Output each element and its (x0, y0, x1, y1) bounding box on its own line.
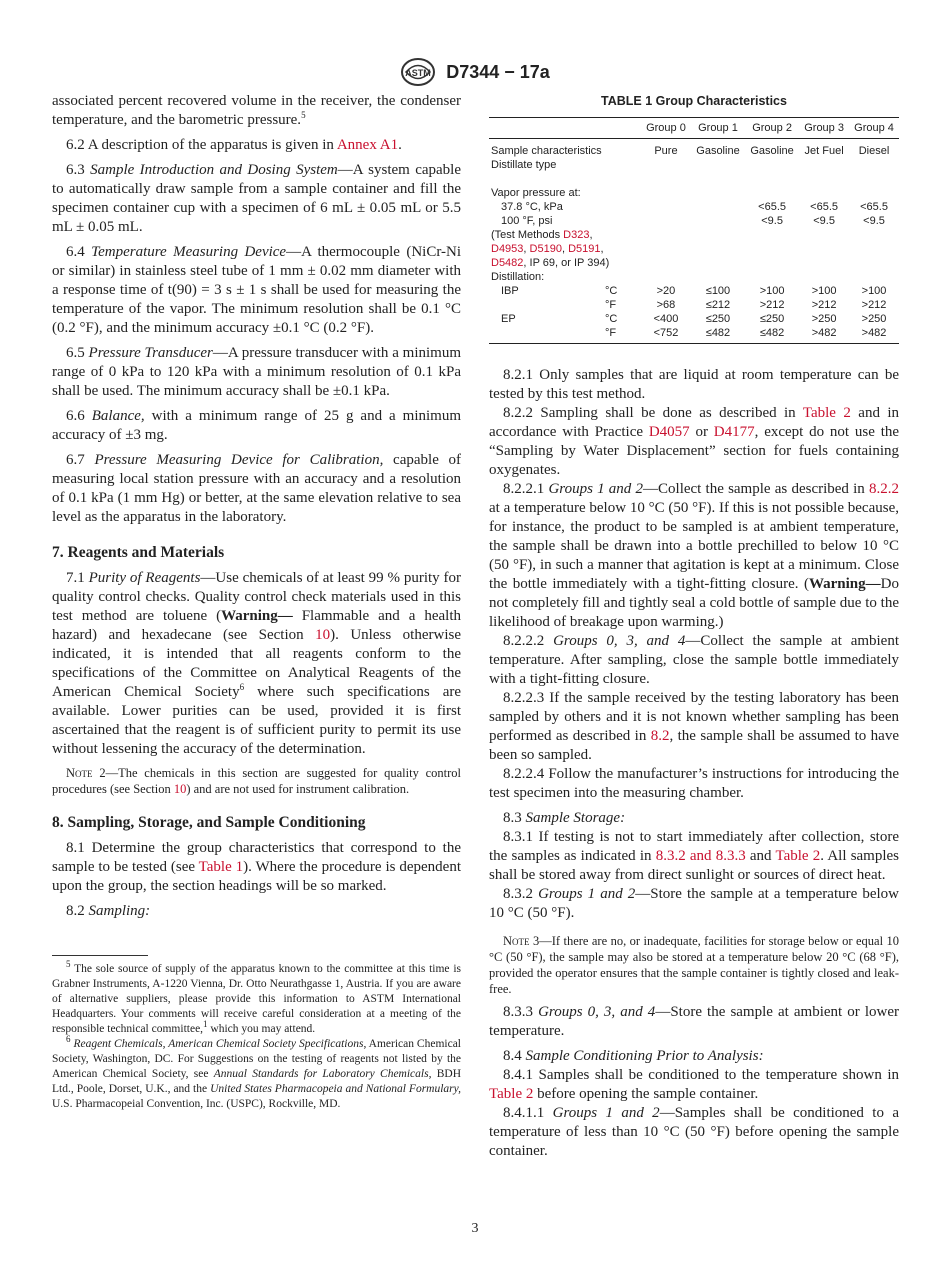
table-2-link-c[interactable]: Table 2 (489, 1086, 534, 1102)
d4177-link[interactable]: D4177 (713, 424, 755, 440)
section-8-2-2: 8.2.2 Sampling shall be done as described in Table 2 and in accordance with Practice D4057 or D4177, except do not use the “Sampling by Water Displacement” section for fuels containing oxygenates. (489, 405, 900, 478)
table-row-vp-psi: 100 °F, psi <9.5 <9.5 <9.5 (501, 215, 885, 227)
section-8-4: 8.4 Sample Conditioning Prior to Analysis: (503, 1048, 764, 1064)
section-8-3-3: 8.3.3 Groups 0, 3, and 4—Store the sample at ambient or lower temperature. (489, 1004, 899, 1039)
left-column (52, 92, 461, 1112)
table-1-link[interactable]: Table 1 (198, 859, 244, 875)
section-6-4: 6.4 Temperature Measuring Device—A thermocouple (NiCr-Ni or similar) in stainless steel tube of 1 mm ± 0.02 mm diameter with a response time of t(90) = 3 s ± 1 s shall be used for measuring the temperature of the vapor. The minimum resolution shall be 0.1 °C (0.2 °F), and the minimum accuracy ±0.1 °C (0.2 °F). (52, 244, 462, 336)
annex-a1-link[interactable]: Annex A1 (336, 137, 399, 153)
section-8-2-2-1: 8.2.2.1 Groups 1 and 2—Collect the sample as described in 8.2.2 at a temperature below 10 °C (50 °F). If this is not possible because, for instance, the product to be sampled is at ambient temperature, the sample shall be drawn into a bottle prechilled to below 10 °C (50 °F), in such a manner that agitation is kept at a minimum. Close the bottle immediately with a tight-fitting closure. (Warning—Do not completely fill and tightly seal a cold bottle of sample due to the likelihood of breakage upon warming.) (489, 481, 899, 630)
section-8-3-2: 8.3.2 Groups 1 and 2—Store the sample at a temperature below 10 °C (50 °F). (489, 886, 900, 921)
table-2-link-b[interactable]: Table 2 (775, 848, 821, 864)
section-6-5: 6.5 Pressure Transducer—A pressure transducer with a minimum range of 0 kPa to 120 kPa with a minimum resolution of 0.1 kPa shall be used. The minimum accuracy shall be ±0.1 kPa. (52, 345, 461, 399)
footnote-rule (52, 955, 148, 956)
section-7-heading: 7. Reagents and Materials (52, 544, 225, 561)
table-row-ep-f: °F <752 ≤482 ≤482 >482 >482 (489, 326, 899, 344)
section-8-2: 8.2 Sampling: (66, 903, 151, 919)
d5191-link[interactable]: D5191 (568, 243, 601, 255)
document-designation: D7344 − 17a (446, 61, 550, 82)
header-group-3: Group 3 (799, 118, 849, 139)
page-number: 3 (471, 1221, 479, 1236)
note2-section-10-link[interactable]: 10 (173, 782, 187, 796)
section-8-2-link[interactable]: 8.2 (650, 728, 670, 744)
d4953-link[interactable]: D4953 (491, 243, 524, 255)
section-8-1: 8.1 Determine the group characteristics that correspond to the sample to be tested (see Table 1). Where the procedure is dependent upon the group, the section headings will be so marked. (52, 840, 461, 894)
group-characteristics-table (489, 117, 899, 344)
astm-logo-icon (400, 57, 436, 87)
d4057-link[interactable]: D4057 (648, 424, 690, 440)
section-8-4-1-1: 8.4.1.1 Groups 1 and 2—Samples shall be conditioned to a temperature of less than 10 °C (50 °F) before opening the sample container. (489, 1105, 899, 1159)
table-row-types: Sample characteristics Distillate type Pure Gasoline Gasoline Jet Fuel Diesel (491, 145, 890, 171)
d323-link[interactable]: D323 (563, 229, 590, 241)
table-header-row (489, 118, 899, 139)
section-7-1: 7.1 Purity of Reagents—Use chemicals of at least 99 % purity for quality control checks. Quality control check materials used in this test method are toluene (Warning— Flammable and a health hazard) and hexadecane (see Section 10). Unless otherwise indicated, it is intended that all reagents conform to the specifications of the Committee on Analytical Reagents of the American Chemical Society$^6$ where such specifications are available. Lower purities can be used, provided it is first ascertained that the reagent is of sufficient purity to permit its use without lessening the accuracy of the determination. (52, 570, 462, 757)
note-3: Note 3—If there are no, or inadequate, facilities for storage below or equal 10 °C (50 °F), the sample may also be stored at a temperature below 20 °C (68 °F), provided the operator ensures that the sample container is tightly closed and leak-free. (489, 934, 900, 996)
table-row-distillation: Distillation: (491, 271, 545, 283)
section-8-3: 8.3 Sample Storage: (503, 810, 626, 826)
footnote-6: $^6$ Reagent Chemicals, American Chemical Society Specifications, American Chemical Society, Washington, DC. For Suggestions on the testing of reagents not listed by the American Chemical Society, see Annual Standards for Laboratory Chemicals, BDH Ltd., Poole, Dorset, U.K., and the United States Pharmacopeia and National Formulary, U.S. Pharmacopeial Convention, Inc. (USPC), Rockville, MD. (52, 1034, 462, 1110)
section-6-7: 6.7 Pressure Measuring Device for Calibration, capable of measuring local station pressure with an accuracy and a resolution of 0.1 kPa (1 mm Hg) or better, at the same elevation relative to sea level as the apparatus in the laboratory. (52, 452, 462, 525)
right-column (489, 92, 899, 1161)
section-6-2: 6.2 A description of the apparatus is given in Annex A1. (66, 137, 402, 153)
paragraph-continuation: associated percent recovered volume in the receiver, the condenser temperature, and the barometric pressure.$^5$ (52, 93, 461, 128)
header-group-2: Group 2 (745, 118, 799, 139)
section-8-3-2-link[interactable]: 8.3.2 and 8.3.3 (655, 848, 746, 864)
table-row-vp-kpa: 37.8 °C, kPa <65.5 <65.5 <65.5 (501, 201, 888, 213)
table-row-ibp-c: IBP °C >20 ≤100 >100 >100 >100 (501, 285, 887, 297)
section-6-3: 6.3 Sample Introduction and Dosing System—A system capable to automatically draw sample from a sample container and fill the specimen container cup with a specimen of 6 mL ± 0.05 mL or 5.5 mL ± 0.05 mL. (52, 162, 461, 235)
table-row-test-methods: (Test Methods D323, D4953, D5190, D5191, D5482, IP 69, or IP 394) (491, 229, 610, 269)
page-header (0, 57, 950, 87)
d5190-link[interactable]: D5190 (529, 243, 562, 255)
section-8-2-2-link[interactable]: 8.2.2 (869, 481, 899, 497)
table-2-link[interactable]: Table 2 (802, 405, 851, 421)
footnote-5: $^5$ The sole source of supply of the apparatus known to the committee at this time is Grabner Instruments, A-1220 Vienna, Dr. Otto Neurathgasse 1, Austria. If you are aware of alternative suppliers, please provide this information to ASTM International Headquarters. Your comments will receive careful consideration at a meeting of the responsible technical committee,$^1$ which you may attend. (52, 959, 461, 1035)
section-8-2-2-4: 8.2.2.4 Follow the manufacturer’s instructions for introducing the test specimen into the measuring chamber. (489, 766, 899, 801)
table-row-ibp-f: °F >68 ≤212 >212 >212 >212 (605, 299, 887, 311)
section-8-2-2-2: 8.2.2.2 Groups 0, 3, and 4—Collect the sample at ambient temperature. After sampling, close the sample bottle immediately with a tight-fitting closure. (489, 633, 900, 687)
astm-logo-text: ASTM (405, 68, 431, 78)
d5482-link[interactable]: D5482 (491, 257, 524, 269)
section-8-4-1: 8.4.1 Samples shall be conditioned to the temperature shown in Table 2 before opening the sample container. (489, 1067, 900, 1102)
header-group-1: Group 1 (691, 118, 745, 139)
note-2: Note 2—The chemicals in this section are suggested for quality control procedures (see Section 10) and are not used for instrument calibration. (52, 766, 462, 796)
section-6-6: 6.6 Balance, with a minimum range of 25 g and a minimum accuracy of ±3 mg. (52, 408, 462, 443)
table-1-title: TABLE 1 Group Characteristics (601, 94, 787, 108)
section-8-3-1: 8.3.1 If testing is not to start immediately after collection, store the samples as indicated in 8.3.2 and 8.3.3 and Table 2. All samples shall be stored away from direct sunlight or sources of direct heat. (489, 829, 900, 883)
section-10-link[interactable]: 10 (315, 627, 331, 643)
header-group-4: Group 4 (849, 118, 899, 139)
section-8-2-1: 8.2.1 Only samples that are liquid at room temperature can be tested by this test method. (489, 367, 899, 402)
section-8-2-2-3: 8.2.2.3 If the sample received by the testing laboratory has been sampled by others and it is not known whether sampling has been performed as described in 8.2, the sample shall be assumed to have been so sampled. (489, 690, 900, 763)
section-8-heading: 8. Sampling, Storage, and Sample Conditioning (52, 814, 366, 831)
table-row-vapor-label: Vapor pressure at: (491, 187, 581, 199)
table-row-ep-c: EP °C <400 ≤250 ≤250 >250 >250 (501, 313, 887, 325)
header-group-0: Group 0 (641, 118, 691, 139)
